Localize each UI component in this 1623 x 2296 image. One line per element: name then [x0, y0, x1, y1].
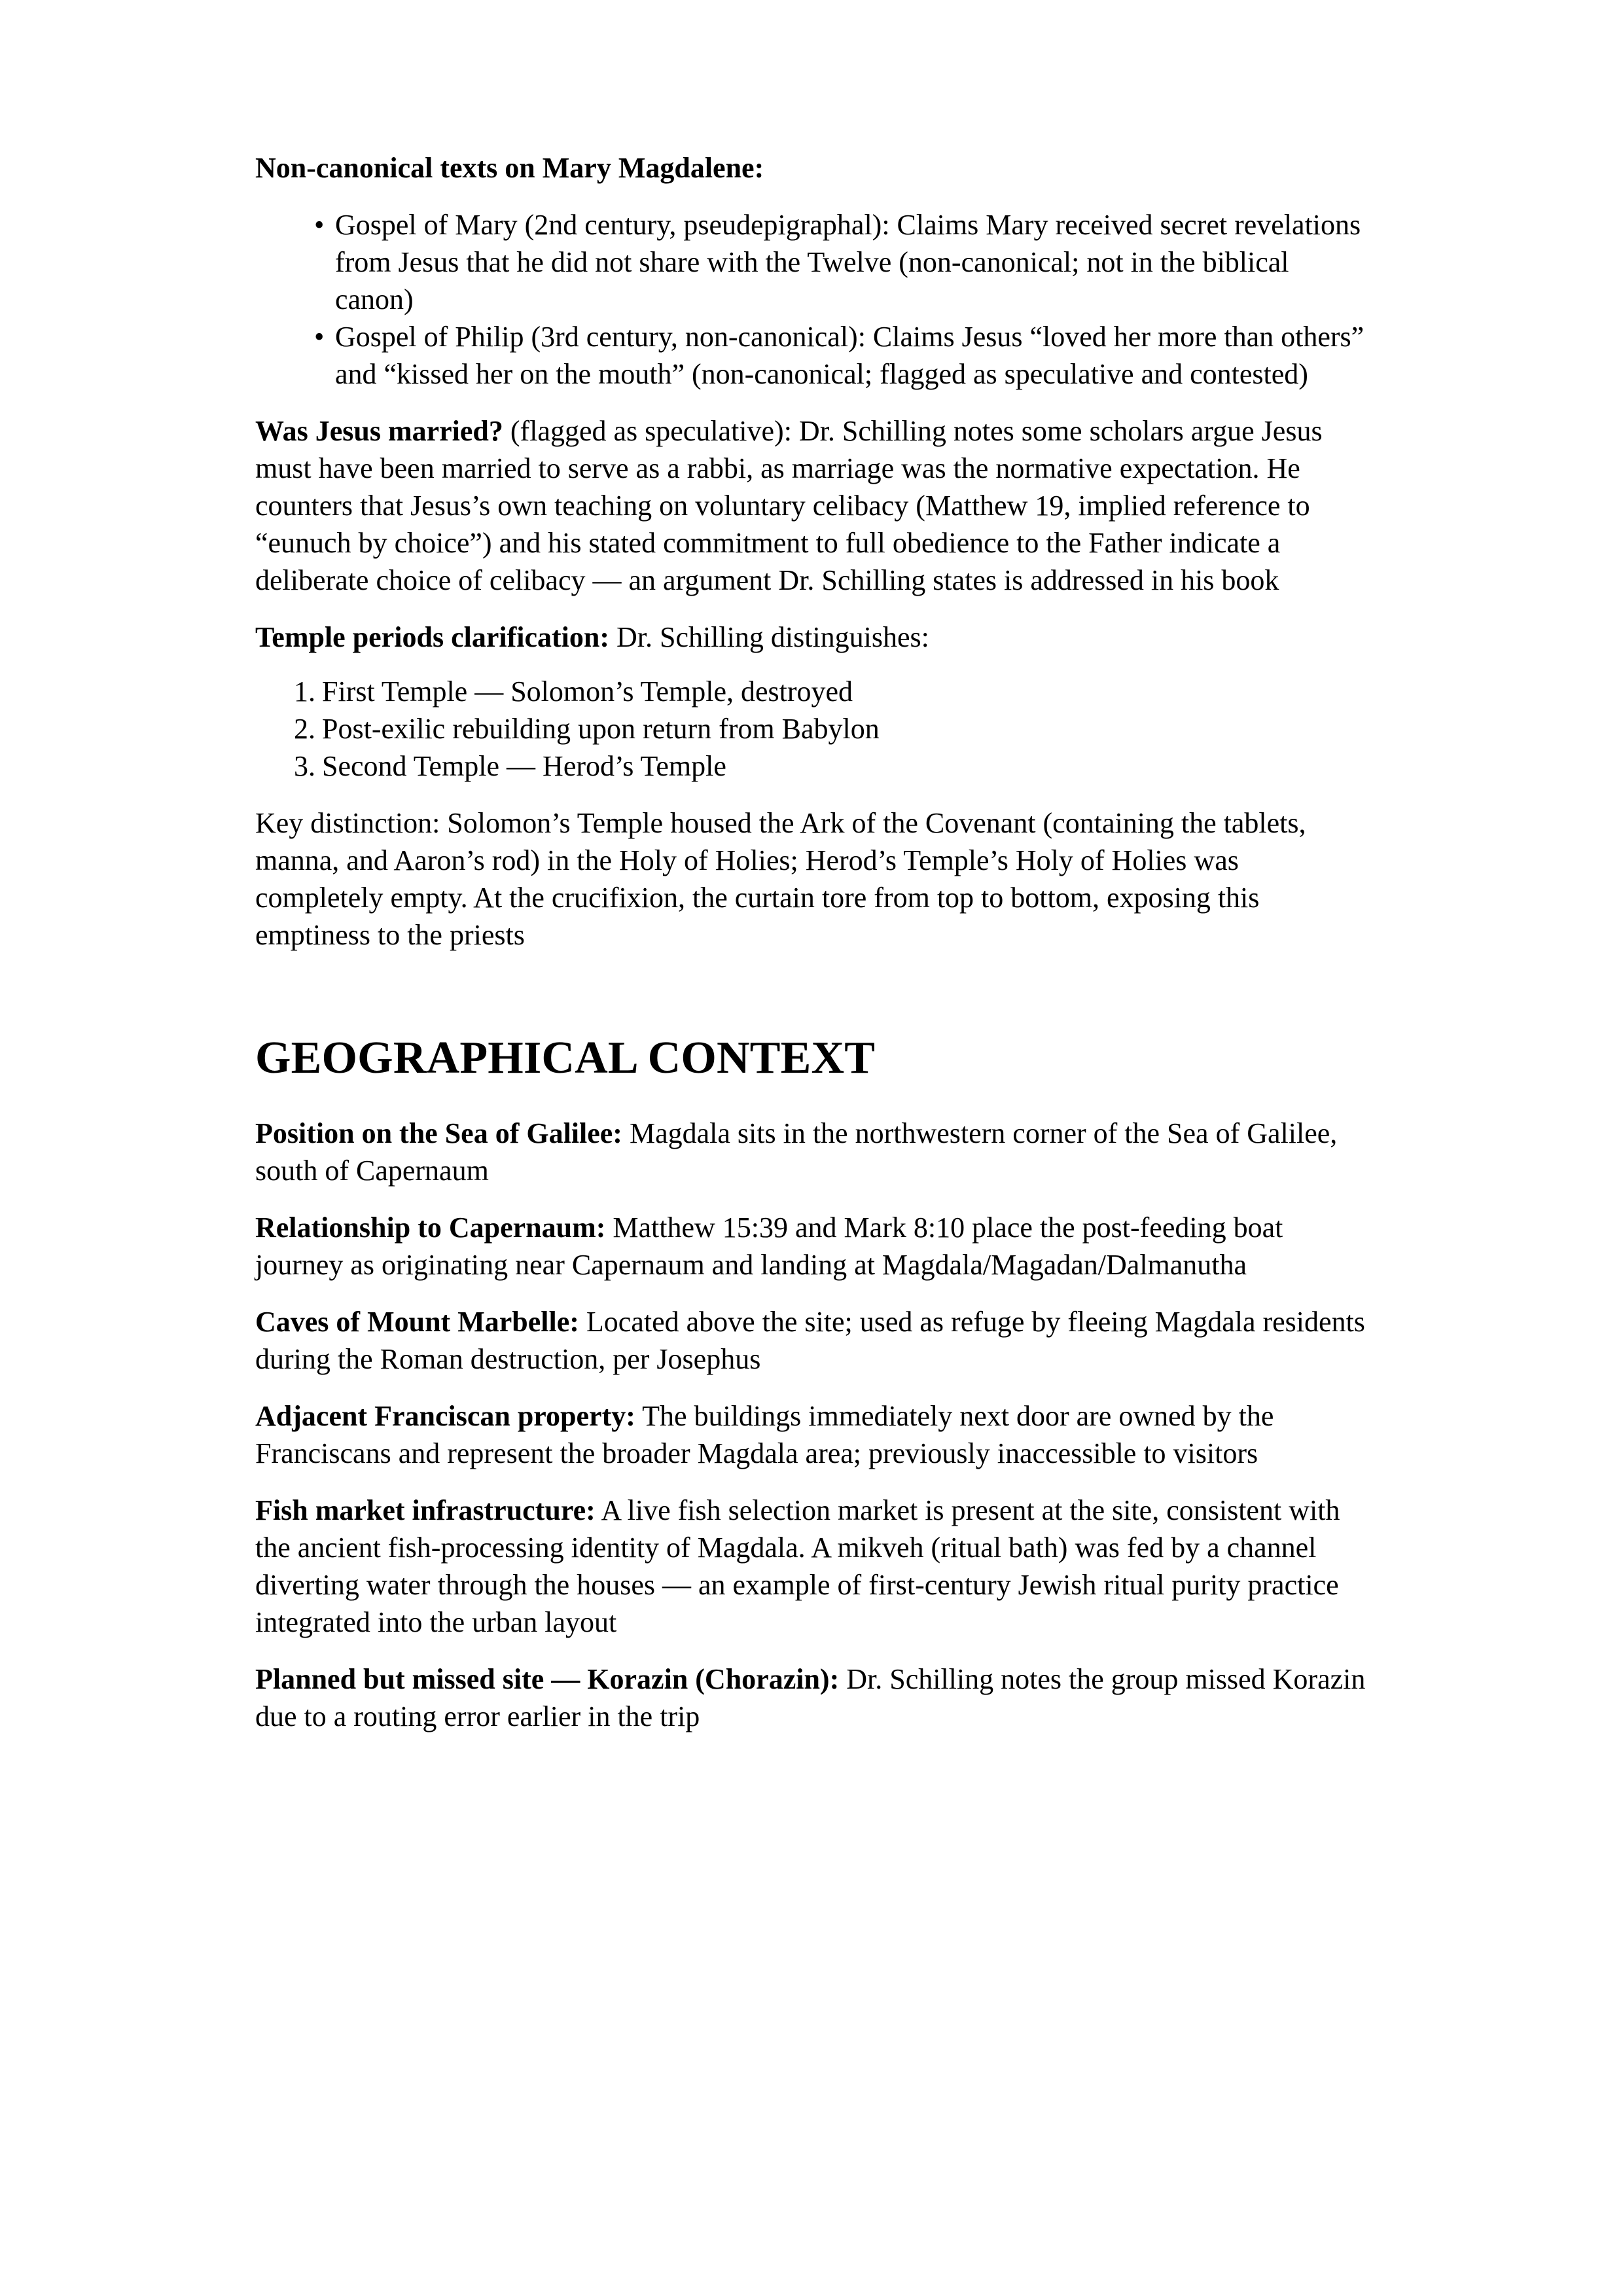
spacer — [255, 1086, 1368, 1115]
paragraph-lead-label: Position on the Sea of Galilee: — [255, 1117, 622, 1149]
spacer — [255, 1283, 1368, 1303]
section-heading-noncanonical-texts: Non-canonical texts on Mary Magdalene: — [255, 152, 764, 184]
paragraph-lead-label: Planned but missed site — Korazin (Chorazin): — [255, 1663, 840, 1695]
spacer — [255, 393, 1368, 412]
paragraph-adjacent-franciscan-property — [255, 1397, 1368, 1472]
spacer — [255, 1189, 1368, 1209]
paragraph-key-distinction: Key distinction: Solomon’s Temple housed the Ark of the Covenant (containing the tablets, manna, and Aaron’s rod) in the Holy of Holies; Herod’s Temple’s Holy of Holies was completely empty. At the crucifixion, the curtain tore from top to bottom, exposing this emptiness to the priests — [255, 807, 1306, 951]
paragraph-lead-label: Fish market infrastructure: — [255, 1494, 596, 1526]
paragraph-text: Magdala sits in the northwestern corner of the Sea of Galilee, south of Capernaum — [255, 1117, 1338, 1187]
list-item: • Gospel of Philip (3rd century, non-canonical): Claims Jesus “loved her more than others” and “kissed her on the mouth” (non-canonical; flagged as speculative and contested) — [314, 318, 1368, 393]
list-item: First Temple — Solomon’s Temple, destroyed — [322, 675, 853, 708]
spacer — [255, 1378, 1368, 1397]
spacer — [255, 656, 1368, 673]
paragraph-lead-label: Was Jesus married? — [255, 415, 503, 447]
paragraph-was-jesus-married — [255, 412, 1368, 599]
paragraph-caves-of-mount-marbelle — [255, 1303, 1368, 1378]
paragraph-fish-market-infrastructure — [255, 1492, 1368, 1641]
list-item: Second Temple — Herod’s Temple — [322, 750, 726, 782]
paragraph-planned-but-missed-site — [255, 1660, 1368, 1735]
noncanonical-texts-list — [255, 206, 1368, 393]
spacer — [255, 1641, 1368, 1660]
paragraph-text: The buildings immediately next door are owned by the Franciscans and represent the broader Magdala area; previously inaccessible to visitors — [255, 1400, 1274, 1469]
spacer — [255, 785, 1368, 804]
spacer — [255, 954, 1368, 1031]
paragraph-text: A live fish selection market is present at the site, consistent with the ancient fish-processing identity of Magdala. A mikveh (ritual bath) was fed by a channel diverting water through the houses — an example of first-century Jewish ritual purity practice integrated into the urban layout — [255, 1494, 1340, 1638]
paragraph-lead-label: Relationship to Capernaum: — [255, 1211, 606, 1244]
paragraph-text: Dr. Schilling distinguishes: — [609, 621, 929, 653]
paragraph-position-sea-of-galilee — [255, 1115, 1368, 1189]
list-item: • Gospel of Mary (2nd century, pseudepigraphal): Claims Mary received secret revelations from Jesus that he did not share with the Twelve (non-canonical; not in the biblical canon) — [314, 206, 1368, 318]
paragraph-lead-label: Caves of Mount Marbelle: — [255, 1306, 579, 1338]
document-content — [255, 149, 1368, 1735]
spacer — [255, 187, 1368, 206]
paragraph-temple-periods — [255, 619, 1368, 656]
paragraph-relationship-to-capernaum — [255, 1209, 1368, 1283]
paragraph-text: Dr. Schilling notes the group missed Korazin due to a routing error earlier in the trip — [255, 1663, 1366, 1732]
paragraph-text: Located above the site; used as refuge by fleeing Magdala residents during the Roman destruction, per Josephus — [255, 1306, 1365, 1375]
temple-periods-list — [255, 673, 1368, 785]
list-item: Post-exilic rebuilding upon return from Babylon — [322, 713, 880, 745]
paragraph-text: (flagged as speculative): Dr. Schilling notes some scholars argue Jesus must have been married to serve as a rabbi, as marriage was the normative expectation. He counters that Jesus’s own teaching on voluntary celibacy (Matthew 19, implied reference to “eunuch by choice”) and his stated commitment to full obedience to the Father indicate a deliberate choice of celibacy — an argument Dr. Schilling states is addressed in his book — [255, 415, 1323, 596]
spacer — [255, 1472, 1368, 1492]
section-heading-geographical-context: GEOGRAPHICAL CONTEXT — [255, 1033, 876, 1083]
paragraph-lead-label: Adjacent Franciscan property: — [255, 1400, 635, 1432]
paragraph-text: Matthew 15:39 and Mark 8:10 place the post-feeding boat journey as originating near Capernaum and landing at Magdala/Magadan/Dalmanutha — [255, 1211, 1283, 1281]
spacer — [255, 599, 1368, 619]
paragraph-lead-label: Temple periods clarification: — [255, 621, 609, 653]
